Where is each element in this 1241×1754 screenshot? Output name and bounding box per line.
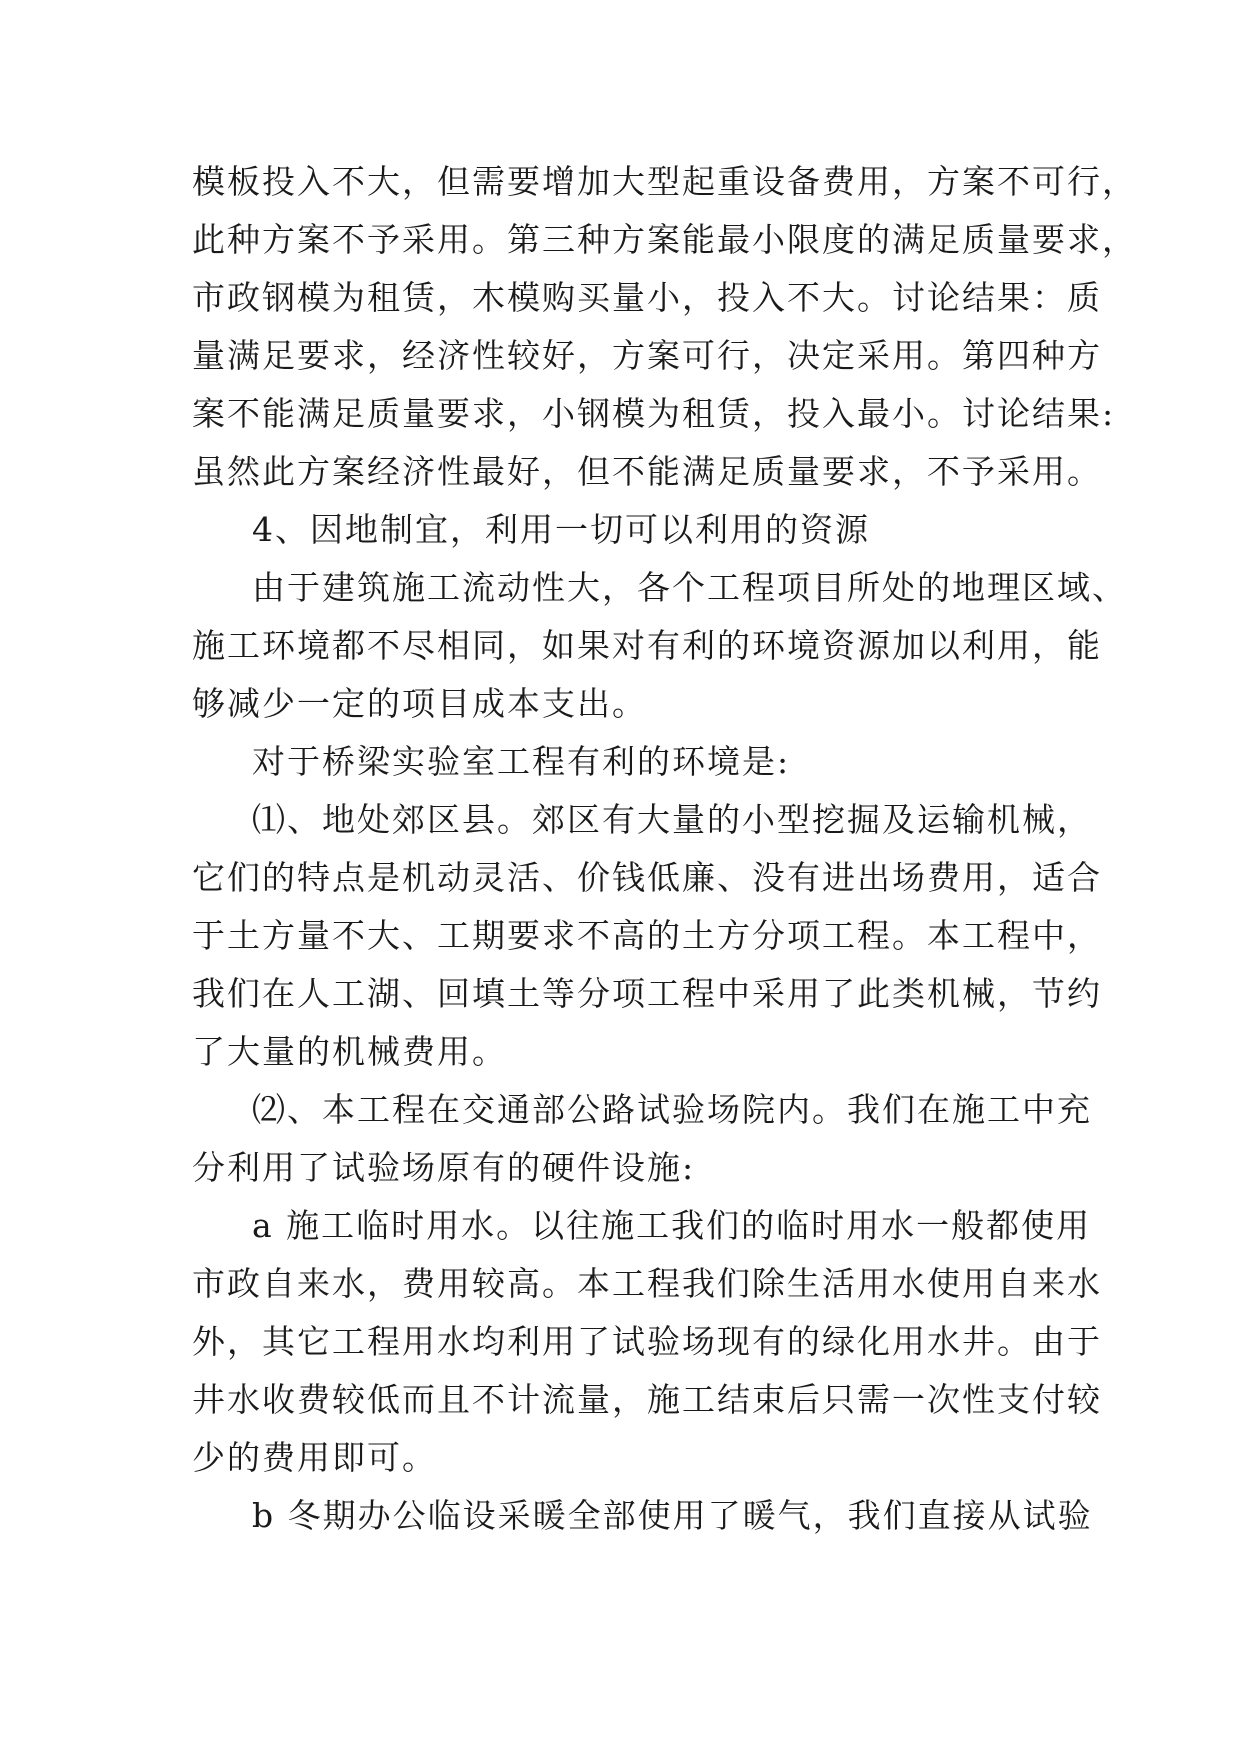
text-line: a 施工临时用水。以往施工我们的临时用水一般都使用 bbox=[252, 1206, 1092, 1245]
text-line: 由于建筑施工流动性大，各个工程项目所处的地理区域、 bbox=[252, 568, 1127, 607]
text-line: 够减少一定的项目成本支出。 bbox=[192, 684, 647, 723]
text-line: 此种方案不予采用。第三种方案能最小限度的满足质量要求， bbox=[192, 220, 1137, 259]
text-line: 虽然此方案经济性最好，但不能满足质量要求，不予采用。 bbox=[192, 452, 1102, 491]
text-line: 我们在人工湖、回填土等分项工程中采用了此类机械，节约 bbox=[192, 974, 1102, 1013]
text-line: 于土方量不大、工期要求不高的土方分项工程。本工程中， bbox=[192, 916, 1102, 955]
text-line: 案不能满足质量要求，小钢模为租赁，投入最小。讨论结果: bbox=[192, 394, 1116, 433]
text-line: ⑵、本工程在交通部公路试验场院内。我们在施工中充 bbox=[252, 1090, 1092, 1129]
text-line: 分利用了试验场原有的硬件设施: bbox=[192, 1148, 696, 1187]
text-line: 外，其它工程用水均利用了试验场现有的绿化用水井。由于 bbox=[192, 1322, 1102, 1361]
text-line: 市政自来水，费用较高。本工程我们除生活用水使用自来水 bbox=[192, 1264, 1102, 1303]
text-line: 了大量的机械费用。 bbox=[192, 1032, 507, 1071]
text-line: ⑴、地处郊区县。郊区有大量的小型挖掘及运输机械， bbox=[252, 800, 1092, 839]
text-line: 量满足要求，经济性较好，方案可行，决定采用。第四种方 bbox=[192, 336, 1102, 375]
text-line: 井水收费较低而且不计流量，施工结束后只需一次性支付较 bbox=[192, 1380, 1102, 1419]
text-line: 市政钢模为租赁，木模购买量小，投入不大。讨论结果：质 bbox=[192, 278, 1102, 317]
section-heading: 4、因地制宜，利用一切可以利用的资源 bbox=[252, 510, 870, 549]
text-line: 施工环境都不尽相同，如果对有利的环境资源加以利用，能 bbox=[192, 626, 1102, 665]
text-line: 它们的特点是机动灵活、价钱低廉、没有进出场费用，适合 bbox=[192, 858, 1102, 897]
text-line: 少的费用即可。 bbox=[192, 1438, 437, 1477]
text-line: 对于桥梁实验室工程有利的环境是: bbox=[252, 742, 791, 781]
text-line: b 冬期办公临设采暖全部使用了暖气，我们直接从试验 bbox=[252, 1496, 1093, 1535]
text-line: 模板投入不大，但需要增加大型起重设备费用，方案不可行， bbox=[192, 162, 1137, 201]
